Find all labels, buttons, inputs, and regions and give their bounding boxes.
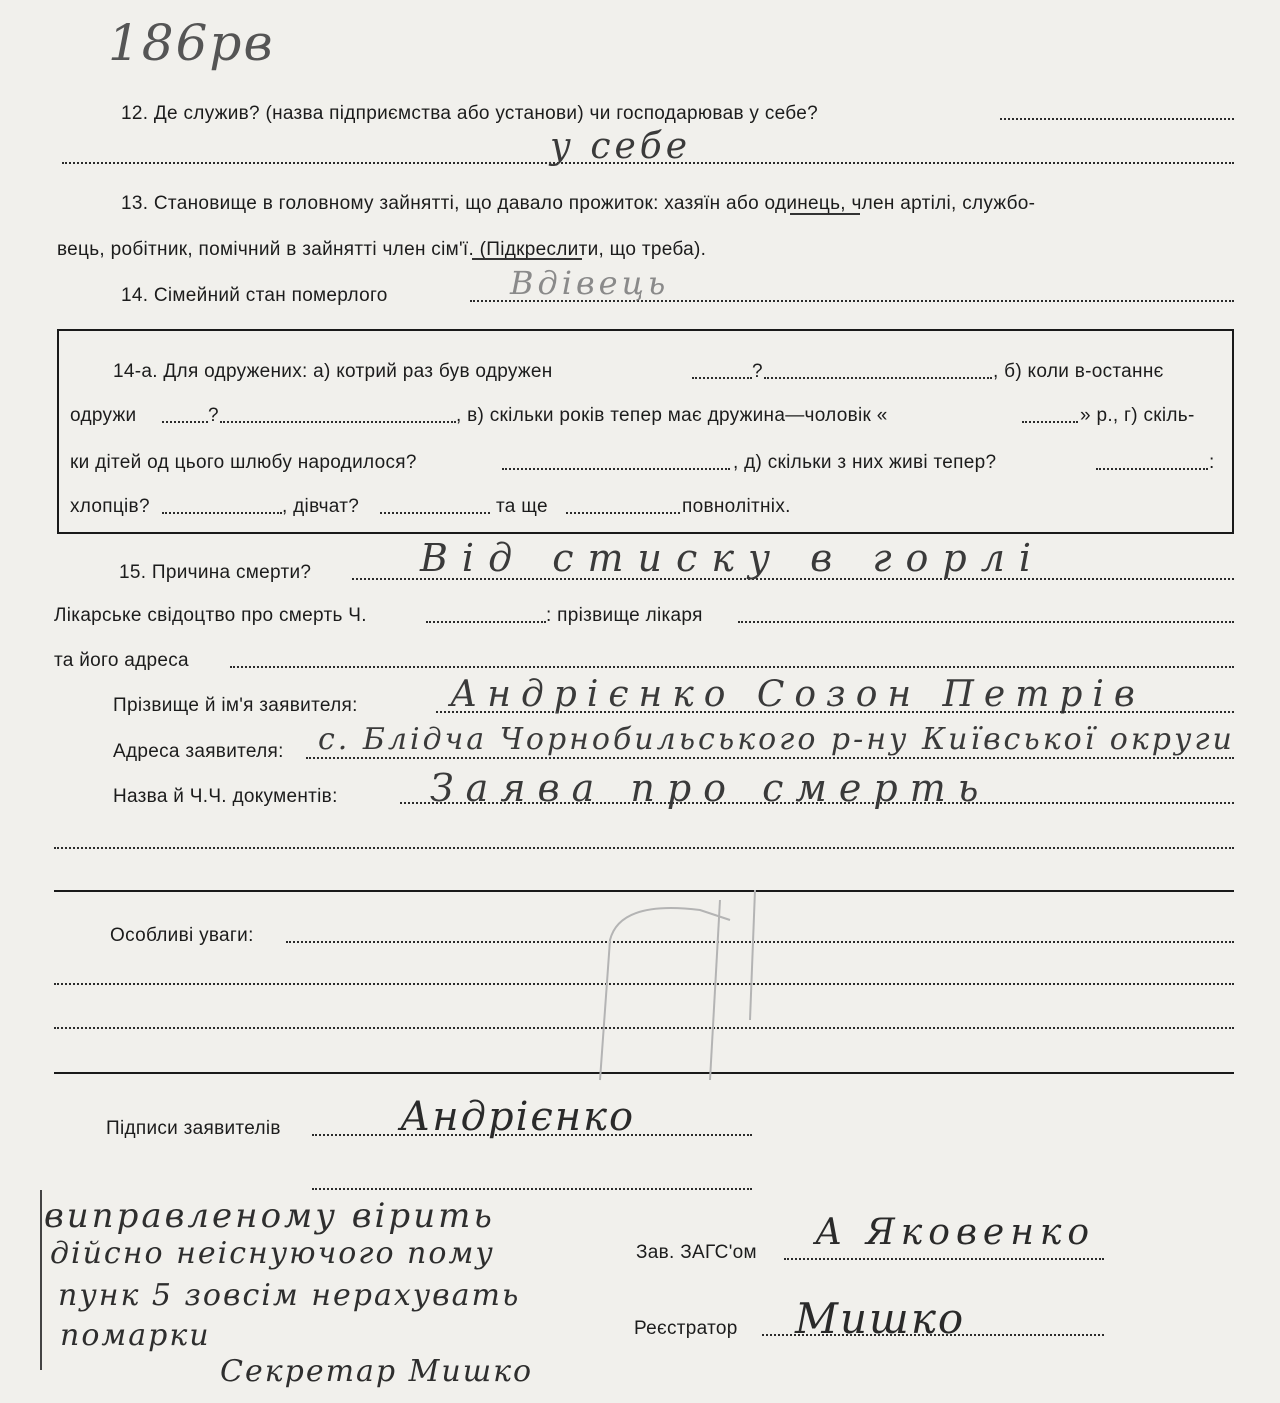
applicant-address-label: Адреса заявителя: (113, 741, 284, 762)
registrar-label: Реєстратор (634, 1318, 738, 1339)
q14a-line4-dots2 (380, 512, 490, 514)
q14a-line2-b: ? (208, 405, 219, 426)
medical-label-b: : прізвище лікаря (546, 605, 703, 626)
correction-note-line1: виправленому вірить (44, 1196, 495, 1236)
q14a-line1-c: , б) коли в-останнє (993, 361, 1164, 382)
q14a-line3-dots (502, 468, 730, 470)
applicant-signature-line-2 (312, 1188, 752, 1190)
correction-note-line3: пунк 5 зовсім нерахувать (58, 1278, 521, 1313)
applicant-name-value: Андрієнко Созон Петрів (450, 674, 1145, 715)
medical-label-a: Лікарське свідоцтво про смерть Ч. (54, 605, 367, 626)
q14a-line4-a: хлопців? (70, 496, 150, 517)
q14a-line2-dots2 (220, 421, 456, 423)
correction-note-line5: Секретар Мишко (220, 1354, 534, 1389)
correction-note-line4: помарки (60, 1318, 211, 1353)
q14a-line3-b: , д) скільки з них живі тепер? (733, 452, 997, 473)
q14-label: 14. Сімейний стан померлого (121, 285, 388, 306)
docs-line-2 (54, 847, 1234, 849)
q14a-line2-dots3 (1022, 421, 1078, 423)
pencil-marks (580, 880, 780, 1100)
registrar-signature: Мишко (795, 1294, 966, 1343)
applicant-name-label: Прізвище й ім'я заявителя: (113, 695, 358, 716)
medical-address-line (230, 666, 1234, 668)
q14a-line4-dots (162, 512, 282, 514)
q15-answer: Від стиску в горлі (420, 536, 1046, 580)
q14a-line2-c: , в) скільки років тепер має дружина—чоловік « (456, 405, 888, 426)
q14a-line4-dots3 (566, 512, 680, 514)
q14a-line2-a: одружи (70, 405, 137, 426)
remarks-label: Особливі уваги: (110, 925, 254, 946)
head-signature: А Яковенко (815, 1212, 1096, 1253)
correction-note-line2: дійсно неіснуючого пому (50, 1236, 495, 1271)
q13-underline-family (472, 258, 582, 260)
q14a-line1-a: 14-а. Для одружених: а) котрий раз був одружен (113, 361, 553, 382)
q15-label: 15. Причина смерти? (119, 562, 312, 583)
q14-answer: Вдівець (510, 264, 670, 302)
q12-label: 12. Де служив? (назва підприємства або установи) чи господарював у себе? (121, 103, 818, 124)
head-label: Зав. ЗАГС'ом (636, 1242, 757, 1263)
q14a-line1-dots (692, 377, 752, 379)
q14a-line3-a: ки дітей од цього шлюбу народилося? (70, 452, 417, 473)
q14a-line4-d: повнолітніх. (682, 496, 791, 517)
q14a-line2-dots (162, 421, 208, 423)
q14a-line3-c: : (1209, 452, 1215, 473)
applicant-docs-value: Заява про смерть (430, 766, 991, 810)
q12-answer: у себе (550, 126, 692, 167)
q14a-line2-d: » р., г) скіль- (1080, 405, 1195, 426)
q13-underline-owner (790, 213, 860, 215)
q14a-line4-b: , дівчат? (282, 496, 360, 517)
q14a-box (57, 329, 1234, 534)
margin-note: 186рв (108, 14, 275, 72)
q14a-line4-c: та ще (496, 496, 548, 517)
medical-address-label: та його адреса (54, 650, 189, 671)
head-signature-line (784, 1258, 1104, 1260)
q13-line1: 13. Становище в головному зайнятті, що давало прожиток: хазяїн або одинець, член артілі, службо- (121, 193, 1036, 214)
applicant-docs-label: Назва й Ч.Ч. документів: (113, 786, 338, 807)
applicant-address-line (306, 757, 1234, 759)
applicant-address-value: с. Блідча Чорнобильського р-ну Київської округи (318, 722, 1235, 757)
medical-line (426, 621, 546, 623)
q13-line2: вець, робітник, помічний в зайнятті член сім'ї. (Підкреслити, що треба). (57, 239, 707, 260)
applicant-signature-label: Підписи заявителів (106, 1118, 281, 1139)
applicant-signature: Андрієнко (400, 1094, 636, 1140)
q14a-line3-dots2 (1096, 468, 1208, 470)
q14a-line1-dots2 (764, 377, 992, 379)
q12-line (1000, 118, 1234, 120)
q14a-line1-b: ? (752, 361, 763, 382)
correction-bracket (40, 1190, 42, 1370)
medical-line-2 (738, 621, 1234, 623)
